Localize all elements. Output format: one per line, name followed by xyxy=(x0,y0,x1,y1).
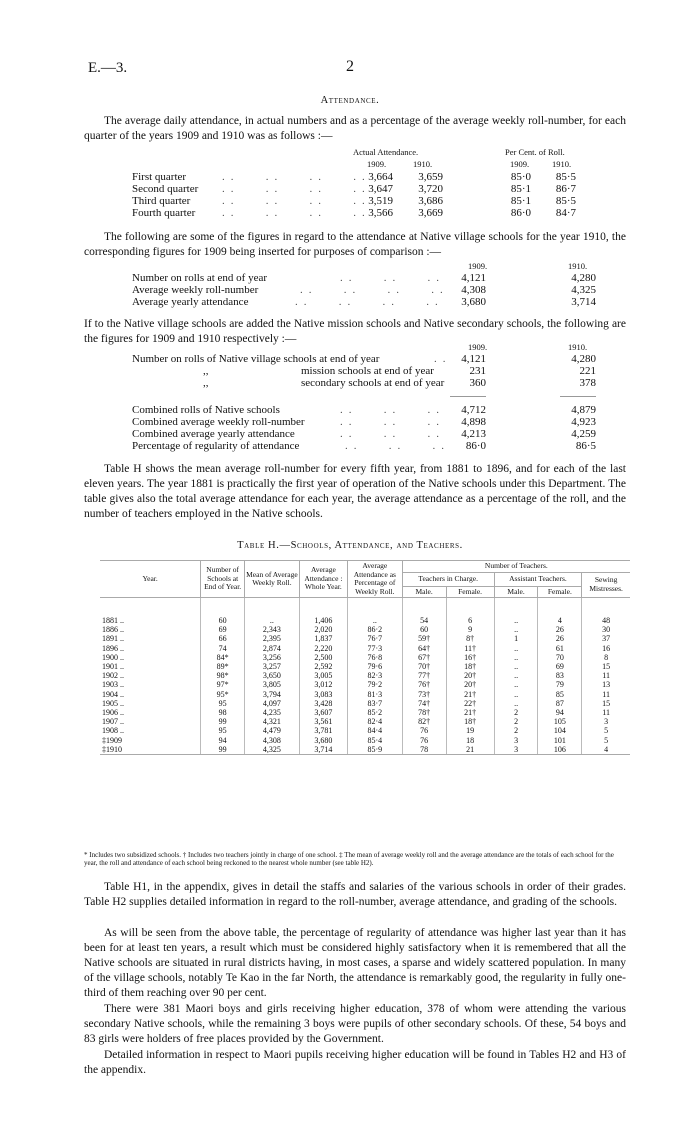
cell: 20† xyxy=(446,680,494,689)
cell: 5 xyxy=(582,726,630,735)
header-number-of-teachers: Number of Teachers. xyxy=(402,561,630,573)
cell: 54 xyxy=(402,616,446,625)
table-row xyxy=(100,616,630,625)
cell: 78† xyxy=(402,708,446,717)
actual-attendance-header: Actual Attendance. xyxy=(353,147,419,157)
cell-year: ‡1909 xyxy=(102,735,122,745)
cell: 3,005 xyxy=(299,671,347,680)
cell: 8† xyxy=(446,634,494,643)
cell: 16 xyxy=(582,644,630,653)
village-v1910: 4,280 xyxy=(571,272,596,284)
cell: 99 xyxy=(201,717,245,726)
leader-dots: .. .. .. xyxy=(340,428,445,440)
cell: 30 xyxy=(582,625,630,634)
cell: 22† xyxy=(446,699,494,708)
cell: 1,837 xyxy=(299,634,347,643)
paragraph-combined-intro: If to the Native village schools are added the Native mission schools and Native secondary schools, the following are the figures for 1909 and 1910 respectively :— xyxy=(84,318,626,345)
cell: 21† xyxy=(446,708,494,717)
header-assistant-teachers: Assistant Teachers. xyxy=(494,572,582,586)
leader-dots: .. .. .. .. xyxy=(295,296,444,308)
quarter-a1909: 3,519 xyxy=(368,195,393,207)
cell: 3,781 xyxy=(299,726,347,735)
header-year: Year. xyxy=(100,561,201,598)
village-v1910: 4,325 xyxy=(571,284,596,296)
cell: 1 xyxy=(494,634,538,643)
cell: 4,325 xyxy=(245,745,300,755)
paragraph-higher-education-tables: Detailed information in respect to Maori pupils receiving higher education will be found in Tables H2 and H3 of the appendix. xyxy=(84,1049,626,1076)
leader-dots: .. .. .. .. xyxy=(222,195,371,207)
cell-year: 1907 .. xyxy=(102,717,124,727)
sum-rule xyxy=(560,396,596,397)
cell: 74† xyxy=(402,699,446,708)
cell: 3,257 xyxy=(245,662,300,671)
cell: 11† xyxy=(446,644,494,653)
cell: .. xyxy=(494,662,538,671)
header-mean-roll: Mean of Average Weekly Roll. xyxy=(245,561,300,598)
percent-roll-header: Per Cent. of Roll. xyxy=(505,147,565,157)
cell-year: 1906 .. xyxy=(102,708,124,718)
page-number: 2 xyxy=(346,58,354,75)
cell: 60 xyxy=(402,625,446,634)
combined-label: Combined average weekly roll-number xyxy=(132,416,305,428)
cell: 26 xyxy=(538,625,582,634)
leader-dots: .. .. .. .. xyxy=(222,207,371,219)
quarter-p1910: 85·5 xyxy=(555,171,576,183)
paragraph-appendix-tables: Table H1, in the appendix, gives in detail the staffs and salaries of the various schools in order of their grades. Table H2 supplies detailed information in regard to the roll-number, average attendance, and grading of the schools. xyxy=(84,881,626,908)
table-row xyxy=(100,680,630,689)
leader-dots: .. .. .. xyxy=(340,416,445,428)
cell-year: 1905 .. xyxy=(102,698,124,708)
cell: 77† xyxy=(402,671,446,680)
combined-v1910: 4,280 xyxy=(571,353,596,365)
cell: 13 xyxy=(582,680,630,689)
combined-v1909: 360 xyxy=(469,377,486,389)
quarter-a1910: 3,659 xyxy=(418,171,443,183)
cell: 4,321 xyxy=(245,717,300,726)
cell: 76 xyxy=(402,736,446,745)
cell: 26 xyxy=(538,634,582,643)
cell-year: 1891 .. xyxy=(102,634,124,644)
cell: 99 xyxy=(201,745,245,755)
header-schools: Number of Schools at End of Year. xyxy=(201,561,245,598)
cell: 76·8 xyxy=(347,653,402,662)
quarter-label: Second quarter xyxy=(132,183,199,195)
quarter-a1910: 3,720 xyxy=(418,183,443,195)
quarter-p1910: 85·5 xyxy=(555,195,576,207)
table-row xyxy=(100,625,630,634)
quarter-p1909: 85·1 xyxy=(510,195,531,207)
cell: 2,343 xyxy=(245,625,300,634)
cell: 4 xyxy=(538,616,582,625)
cell: 61 xyxy=(538,644,582,653)
cell: 94 xyxy=(201,736,245,745)
cell: 2 xyxy=(494,717,538,726)
combined-v1909: 86·0 xyxy=(465,440,486,452)
cell: 21† xyxy=(446,690,494,699)
cell: 76† xyxy=(402,680,446,689)
cell: 15 xyxy=(582,699,630,708)
cell: 8 xyxy=(582,653,630,662)
cell: 3 xyxy=(582,717,630,726)
table-row xyxy=(100,634,630,643)
ditto-mark: ,, xyxy=(203,377,209,389)
cell: 2,874 xyxy=(245,644,300,653)
ditto-mark: ,, xyxy=(203,365,209,377)
cell: 2,500 xyxy=(299,653,347,662)
combined-label: Combined average yearly attendance xyxy=(132,428,295,440)
header-male: Male. xyxy=(494,586,538,598)
village-v1909: 3,680 xyxy=(461,296,486,308)
cell: 69 xyxy=(201,625,245,634)
paragraph-regularity: As will be seen from the above table, the percentage of regularity of attendance was higher last year than it has been for at least ten years, a result which must be considered highly satisfactory when it is remembered that all the Native schools are situated in rural districts having, in most cases, a sparse and widely scattered population. In many of the village schools, notably Te Kao in the far North, the attendance is remarkably good, the regularity in fully one-third of them reaching over 90 per cent. xyxy=(84,927,626,999)
cell: 4,479 xyxy=(245,726,300,735)
cell: 85·4 xyxy=(347,736,402,745)
cell: 9 xyxy=(446,625,494,634)
cell: 5 xyxy=(582,736,630,745)
cell: 69 xyxy=(538,662,582,671)
cell: 6 xyxy=(446,616,494,625)
cell: 106 xyxy=(538,745,582,755)
paragraph-attendance-intro: The average daily attendance, in actual numbers and as a percentage of the average weekly roll-number, for each quarter of the years 1909 and 1910 was as follows :— xyxy=(84,115,626,142)
cell: 3,012 xyxy=(299,680,347,689)
leader-dots: .. .. .. .. xyxy=(300,284,449,296)
quarter-a1909: 3,664 xyxy=(368,171,393,183)
col-1909-actual: 1909. xyxy=(367,159,387,169)
cell: 18† xyxy=(446,717,494,726)
cell: .. xyxy=(494,644,538,653)
quarter-label: Third quarter xyxy=(132,195,191,207)
cell: 74 xyxy=(201,644,245,653)
cell: 3,680 xyxy=(299,736,347,745)
table-row xyxy=(100,717,630,726)
village-label: Number on rolls at end of year xyxy=(132,272,268,284)
cell: 79·2 xyxy=(347,680,402,689)
cell-year: 1908 .. xyxy=(102,726,124,736)
cell: 84·4 xyxy=(347,726,402,735)
table-row xyxy=(100,644,630,653)
combined-v1910: 4,923 xyxy=(571,416,596,428)
cell: 85·2 xyxy=(347,708,402,717)
cell-year: 1881 .. xyxy=(102,616,124,625)
cell: 66 xyxy=(201,634,245,643)
cell: 87 xyxy=(538,699,582,708)
paragraph-table-h-intro: Table H shows the mean average roll-number for every fifth year, from 1881 to 1896, and for each of the last eleven years. The year 1881 is practically the first year of operation of the Native schools under this Department. The table gives also the total average attendance for each year, the average attendance as a percentage of the roll, and the number of teachers employed in the Native schools. xyxy=(84,463,626,520)
cell: 79 xyxy=(538,680,582,689)
leader-dots: .. .. .. .. xyxy=(222,171,371,183)
cell: 16† xyxy=(446,653,494,662)
cell: 95 xyxy=(201,699,245,708)
table-row xyxy=(100,699,630,708)
cell: 20† xyxy=(446,671,494,680)
paragraph-village-intro: The following are some of the figures in regard to the attendance at Native village schools for the year 1910, the corresponding figures for 1909 being inserted for purposes of comparison :— xyxy=(84,231,626,258)
section-title: Attendance. xyxy=(320,95,380,106)
cell: 84* xyxy=(201,653,245,662)
cell: 11 xyxy=(582,671,630,680)
quarter-label: Fourth quarter xyxy=(132,207,196,219)
cell: 70† xyxy=(402,662,446,671)
cell-year: ‡1910 xyxy=(100,745,201,755)
header-female: Female. xyxy=(446,586,494,598)
quarter-p1910: 86·7 xyxy=(555,183,576,195)
cell: .. xyxy=(494,671,538,680)
cell: 73† xyxy=(402,690,446,699)
cell-year: 1902 .. xyxy=(102,671,124,681)
cell: 95* xyxy=(201,690,245,699)
header-female: Female. xyxy=(538,586,582,598)
cell: 83 xyxy=(538,671,582,680)
cell: 98 xyxy=(201,708,245,717)
cell-year: 1901 .. xyxy=(102,662,124,672)
cell: 3,794 xyxy=(245,690,300,699)
table-row xyxy=(100,708,630,717)
quarter-p1909: 85·0 xyxy=(510,171,531,183)
combined-v1910: 86·5 xyxy=(575,440,596,452)
cell: 77·3 xyxy=(347,644,402,653)
combined-v1909: 4,121 xyxy=(461,353,486,365)
col-1910-actual: 1910. xyxy=(413,159,433,169)
cell: .. xyxy=(494,680,538,689)
cell: 94 xyxy=(538,708,582,717)
cell: 4,235 xyxy=(245,708,300,717)
sum-rule xyxy=(450,396,486,397)
village-v1909: 4,121 xyxy=(461,272,486,284)
combined-v1910: 4,879 xyxy=(571,404,596,416)
header-teachers-in-charge: Teachers in Charge. xyxy=(402,572,494,586)
table-row xyxy=(100,745,630,755)
cell-year: 1903 .. xyxy=(102,680,124,690)
cell: 3,083 xyxy=(299,690,347,699)
cell: 85 xyxy=(538,690,582,699)
cell: 105 xyxy=(538,717,582,726)
cell: 78 xyxy=(402,745,446,755)
table-row xyxy=(100,736,630,745)
cell: 64† xyxy=(402,644,446,653)
cell: 3,256 xyxy=(245,653,300,662)
col-1909-percent: 1909. xyxy=(510,159,530,169)
cell: .. xyxy=(494,690,538,699)
cell: 2,395 xyxy=(245,634,300,643)
cell: 3 xyxy=(494,745,538,755)
header-male: Male. xyxy=(402,586,446,598)
cell: 86·2 xyxy=(347,625,402,634)
table-h-title: Table H.—Schools, Attendance, and Teachers. xyxy=(237,540,463,551)
paragraph-higher-education: There were 381 Maori boys and girls receiving higher education, 378 of whom were attending the various secondary Native schools, while the remaining 3 boys were pupils of other secondary schools. Of these, 54 boys and 83 girls were holders of free places provided by the Government. xyxy=(84,1003,626,1045)
combined-label: Combined rolls of Native schools xyxy=(132,404,280,416)
header-attendance-percentage: Average Attendance as Percentage of Weekly Roll. xyxy=(347,561,402,598)
cell: 3 xyxy=(494,736,538,745)
leader-dots: .. .. .. xyxy=(340,404,445,416)
table-row xyxy=(100,690,630,699)
combined-v1909: 231 xyxy=(469,365,486,377)
cell: 18† xyxy=(446,662,494,671)
combined-col-1910: 1910. xyxy=(568,342,588,352)
cell: 3,650 xyxy=(245,671,300,680)
village-col-1909: 1909. xyxy=(468,261,488,271)
combined-v1909: 4,712 xyxy=(461,404,486,416)
table-row xyxy=(100,653,630,662)
cell: 4,097 xyxy=(245,699,300,708)
cell: 82·4 xyxy=(347,717,402,726)
cell: 76 xyxy=(402,726,446,735)
quarter-a1909: 3,566 xyxy=(368,207,393,219)
cell: 2,020 xyxy=(299,625,347,634)
table-row xyxy=(100,671,630,680)
combined-label: Percentage of regularity of attendance xyxy=(132,440,300,452)
cell-year: 1904 .. xyxy=(102,689,124,699)
cell: 76·7 xyxy=(347,634,402,643)
table-row xyxy=(100,726,630,735)
cell: .. xyxy=(494,653,538,662)
table-h xyxy=(100,560,630,755)
cell-year: 1896 .. xyxy=(102,643,124,653)
cell: 82·3 xyxy=(347,671,402,680)
cell: 19 xyxy=(446,726,494,735)
cell: 3,805 xyxy=(245,680,300,689)
quarter-a1910: 3,686 xyxy=(418,195,443,207)
header-sewing-mistresses: Sewing Mistresses. xyxy=(582,572,630,598)
village-col-1910: 1910. xyxy=(568,261,588,271)
village-v1910: 3,714 xyxy=(571,296,596,308)
cell: 101 xyxy=(538,736,582,745)
combined-col-1909: 1909. xyxy=(468,342,488,352)
cell: 11 xyxy=(582,708,630,717)
cell: 3,561 xyxy=(299,717,347,726)
cell: .. xyxy=(347,616,402,625)
quarter-a1909: 3,647 xyxy=(368,183,393,195)
cell: 83·7 xyxy=(347,699,402,708)
cell: .. xyxy=(494,625,538,634)
cell: 21 xyxy=(446,745,494,755)
cell: 1,406 xyxy=(299,616,347,625)
cell: 85·9 xyxy=(347,745,402,755)
combined-v1910: 4,259 xyxy=(571,428,596,440)
quarter-p1910: 84·7 xyxy=(555,207,576,219)
cell: 82† xyxy=(402,717,446,726)
report-code: E.—3. xyxy=(88,60,128,76)
combined-v1910: 221 xyxy=(579,365,596,377)
cell: 70 xyxy=(538,653,582,662)
leader-dots: .. .. .. xyxy=(345,440,450,452)
header-average-attendance: Average Attendance : Whole Year. xyxy=(299,561,347,598)
cell: 59† xyxy=(402,634,446,643)
col-1910-percent: 1910. xyxy=(552,159,572,169)
cell: 18 xyxy=(446,736,494,745)
cell: 4 xyxy=(582,745,630,755)
quarter-label: First quarter xyxy=(132,171,187,183)
cell: 2,592 xyxy=(299,662,347,671)
combined-v1910: 378 xyxy=(579,377,596,389)
cell: 98* xyxy=(201,671,245,680)
village-label: Average weekly roll-number xyxy=(132,284,259,296)
combined-label: mission schools at end of year xyxy=(301,365,434,377)
cell: 97* xyxy=(201,680,245,689)
cell: 2 xyxy=(494,726,538,735)
combined-label: Number on rolls of Native village schools at end of year xyxy=(132,353,380,365)
cell: .. xyxy=(245,616,300,625)
cell: 2,220 xyxy=(299,644,347,653)
cell: 95 xyxy=(201,726,245,735)
village-label: Average yearly attendance xyxy=(132,296,249,308)
cell: 104 xyxy=(538,726,582,735)
combined-v1909: 4,213 xyxy=(461,428,486,440)
cell: .. xyxy=(494,699,538,708)
combined-v1909: 4,898 xyxy=(461,416,486,428)
cell: 60 xyxy=(201,616,245,625)
leader-dots: .. .. .. xyxy=(340,272,445,284)
cell: 3,607 xyxy=(299,708,347,717)
table-row xyxy=(100,662,630,671)
leader-dots: .. .. .. .. xyxy=(222,183,371,195)
cell: 2 xyxy=(494,708,538,717)
quarter-p1909: 85·1 xyxy=(510,183,531,195)
cell: .. xyxy=(494,616,538,625)
cell: 89* xyxy=(201,662,245,671)
cell: 81·3 xyxy=(347,690,402,699)
table-footnote: * Includes two subsidized schools. † Includes two teachers jointly in charge of one school. ‡ The mean of average weekly roll and the average attendance are the totals of each school for the year, the roll and attendance of each school being reckoned to the nearest whole number (see table H2). xyxy=(84,851,614,867)
cell: 4,308 xyxy=(245,736,300,745)
cell: 15 xyxy=(582,662,630,671)
quarter-p1909: 86·0 xyxy=(510,207,531,219)
village-v1909: 4,308 xyxy=(461,284,486,296)
cell: 79·6 xyxy=(347,662,402,671)
cell: 67† xyxy=(402,653,446,662)
cell-year: 1900 .. xyxy=(102,652,124,662)
cell: 11 xyxy=(582,690,630,699)
leader-dots: .. xyxy=(434,353,452,365)
cell: 3,428 xyxy=(299,699,347,708)
quarter-a1910: 3,669 xyxy=(418,207,443,219)
combined-label: secondary schools at end of year xyxy=(301,377,445,389)
cell-year: 1886 .. xyxy=(102,625,124,635)
cell: 48 xyxy=(582,616,630,625)
cell: 37 xyxy=(582,634,630,643)
cell: 3,714 xyxy=(299,745,347,755)
